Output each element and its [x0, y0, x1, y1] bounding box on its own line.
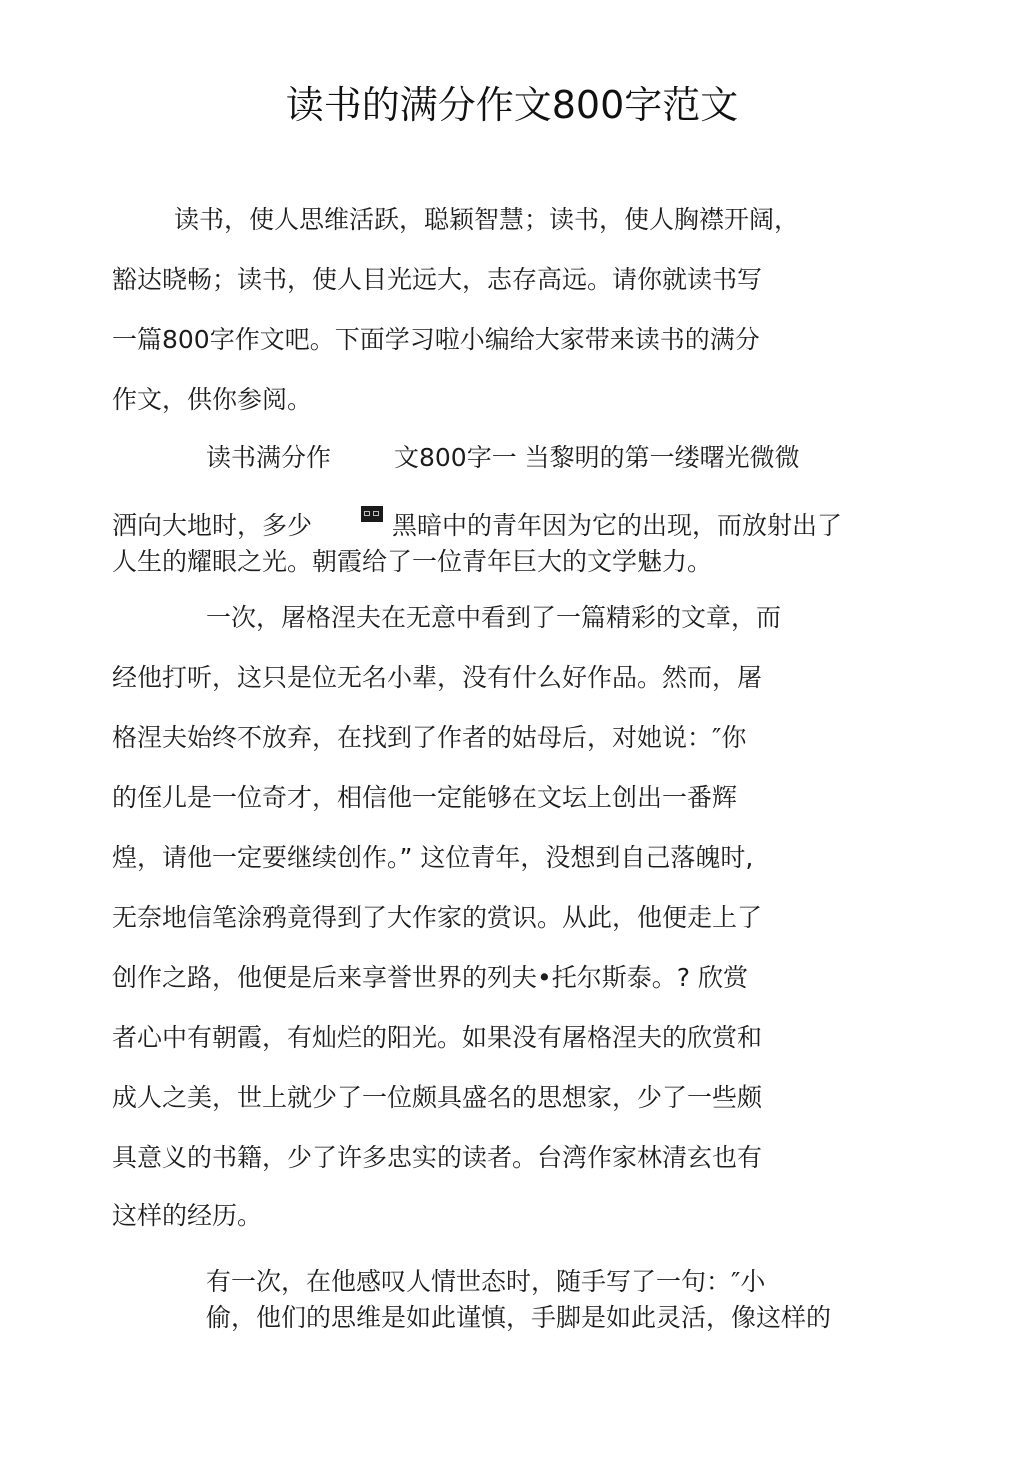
- missing-glyph-icon: [361, 506, 383, 522]
- paragraph-line: 创作之路，他便是后来享誉世界的列夫•托尔斯泰。? 欣赏: [112, 963, 748, 992]
- paragraph-line: 作文，供你参阅。: [112, 385, 313, 414]
- paragraph-line: 有一次，在他感叹人情世态时，随手写了一句：″小: [206, 1267, 766, 1296]
- paragraph-line: 经他打听，这只是位无名小辈，没有什么好作品。然而，屠: [112, 663, 763, 692]
- paragraph-line: 者心中有朝霞，有灿烂的阳光。如果没有屠格涅夫的欣赏和: [112, 1023, 763, 1052]
- paragraph-line: 具意义的书籍，少了许多忠实的读者。台湾作家林清玄也有: [112, 1143, 763, 1172]
- paragraph-line: 偷，他们的思维是如此谨慎，手脚是如此灵活，像这样的: [206, 1303, 832, 1332]
- paragraph-line: 读书，使人思维活跃，聪颖智慧；读书，使人胸襟开阔，: [174, 205, 800, 234]
- paragraph-line: 文800字一 当黎明的第一缕曙光微微: [394, 443, 800, 472]
- paragraph-line: 无奈地信笔涂鸦竟得到了大作家的赏识。从此，他便走上了: [112, 903, 763, 932]
- paragraph-line: 格涅夫始终不放弃，在找到了作者的姑母后，对她说：″你: [112, 723, 747, 752]
- document-title: 读书的满分作文800字范文: [285, 83, 739, 127]
- paragraph-line: 成人之美，世上就少了一位颇具盛名的思想家，少了一些颇: [112, 1083, 763, 1112]
- paragraph-line: 一篇800字作文吧。下面学习啦小编给大家带来读书的满分: [112, 325, 760, 354]
- paragraph-line: 这样的经历。: [112, 1201, 263, 1230]
- paragraph-line: 豁达晓畅；读书，使人目光远大，志存高远。请你就读书写: [112, 265, 763, 294]
- paragraph-line: 的侄儿是一位奇才，相信他一定能够在文坛上创出一番辉: [112, 783, 738, 812]
- paragraph-line: 人生的耀眼之光。朝霞给了一位青年巨大的文学魅力。: [112, 547, 713, 576]
- paragraph-line: 读书满分作: [206, 443, 332, 472]
- paragraph-line: 洒向大地时，多少: [112, 511, 313, 540]
- paragraph-line: 一次，屠格涅夫在无意中看到了一篇精彩的文章，而: [206, 603, 782, 632]
- paragraph-line: 黑暗中的青年因为它的出现，而放射出了: [392, 511, 843, 540]
- paragraph-line: 煌，请他一定要继续创作。” 这位青年，没想到自己落魄时,: [112, 843, 754, 872]
